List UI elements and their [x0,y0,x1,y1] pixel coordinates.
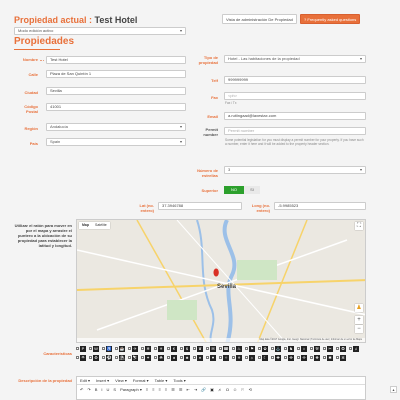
pais-select[interactable] [46,138,186,146]
zoom-in-icon[interactable]: + [355,316,363,324]
editor-menu-item[interactable]: Insert ▾ [96,378,110,383]
characteristic-item[interactable] [258,354,268,361]
editor-tool-button[interactable]: ♬ [217,386,222,392]
lat-field[interactable]: 37.3946788 [158,202,242,210]
estrellas-value: 3 [228,167,231,172]
characteristic-checkbox[interactable] [102,356,105,359]
email-label: Email [207,114,218,119]
caracteristicas-label: Características [43,351,72,356]
editor-tool-button[interactable]: I [101,386,103,392]
characteristic-checkbox[interactable] [310,347,313,350]
pais-label: País [29,141,38,146]
lat-label: Lat (no. entero) [139,203,154,213]
characteristic-checkbox[interactable] [297,356,300,359]
tel-field[interactable]: 999999999 [224,76,366,84]
editor-menu-item[interactable]: Table ▾ [154,378,168,383]
characteristic-icon: ☕ [119,345,125,351]
characteristic-item[interactable] [323,345,333,352]
map-type-tabs [79,222,110,229]
characteristic-item[interactable] [115,345,125,352]
characteristic-checkbox[interactable] [245,356,248,359]
editor-tool-button[interactable]: ⟲ [248,386,252,392]
characteristic-item[interactable] [115,354,125,361]
editor-tool-button[interactable]: B [94,386,98,392]
characteristic-checkbox[interactable] [232,356,235,359]
location-map[interactable] [76,219,366,343]
postal-field[interactable]: 41001 [46,103,186,111]
characteristic-icon: ⚓ [275,345,281,351]
characteristics-grid [76,345,366,363]
characteristic-item[interactable] [310,345,320,352]
characteristic-item[interactable] [219,354,229,361]
characteristic-icon: P [81,345,85,351]
characteristic-item[interactable] [297,345,307,352]
ciudad-label: Ciudad [24,90,38,95]
characteristic-item[interactable] [141,354,151,361]
characteristic-icon: ✜ [289,354,293,360]
chevron-down-icon: ▾ [179,124,182,129]
characteristic-checkbox[interactable] [76,347,79,350]
characteristic-item[interactable] [245,345,255,352]
characteristic-item[interactable] [349,345,359,352]
characteristic-checkbox[interactable] [115,347,118,350]
editor-tool-button[interactable]: ⚐ [241,386,245,392]
chevron-down-icon: ▾ [359,167,362,172]
characteristic-icon: ⚜ [237,354,241,360]
chevron-down-icon: ▾ [359,56,362,61]
characteristic-icon: ♨ [237,345,241,351]
descripcion-label: Descripción de la propiedad [18,378,72,383]
editor-tool-button[interactable]: ☰ [178,386,183,392]
characteristic-item[interactable] [297,354,307,361]
calle-label: Calle [28,72,38,77]
characteristic-item[interactable] [310,354,320,361]
editor-tool-button[interactable]: ▣ [210,386,214,392]
characteristic-item[interactable] [336,345,346,352]
pegman-icon[interactable]: ♟ [356,305,362,311]
characteristic-checkbox[interactable] [336,356,339,359]
faq-button[interactable] [300,14,360,24]
characteristic-checkbox[interactable] [258,347,261,350]
characteristic-icon: ⚽ [106,354,112,360]
scroll-top-icon[interactable]: ▴ [390,386,397,393]
characteristic-item[interactable] [102,345,112,352]
editor-tool-button[interactable]: U [106,386,110,392]
characteristic-checkbox[interactable] [102,347,105,350]
tipo-value: Hotel - Las habitaciones de la propiedad [228,56,300,61]
characteristic-checkbox[interactable] [323,347,326,350]
characteristic-icon: ☂ [81,354,85,360]
editor-tool-button[interactable]: ⇤ [186,386,190,392]
faq-label: Frequently asked questions [307,17,357,22]
characteristic-item[interactable] [89,354,99,361]
page-title-prefix: Propiedad actual : [14,15,95,25]
characteristic-item[interactable] [76,354,86,361]
characteristic-item[interactable] [141,345,151,352]
characteristic-item[interactable] [336,354,346,361]
permit-hint: Some potential legislation for you must display a permit number for your property. If you have such a number, enter it here and it will be added to the property header section. [225,138,364,146]
characteristic-icon: ❄ [146,345,150,351]
tel-label: Telf [211,78,218,83]
editor-tool-button[interactable]: ☺ [232,386,238,392]
characteristic-checkbox[interactable] [167,356,170,359]
characteristic-checkbox[interactable] [284,356,287,359]
characteristic-checkbox[interactable] [193,356,196,359]
characteristic-icon: ✂ [328,345,332,351]
editor-menu-item[interactable]: Tools ▾ [173,378,186,383]
characteristic-checkbox[interactable] [89,356,92,359]
editor-tool-button[interactable]: ↷ [87,386,91,392]
characteristic-item[interactable] [206,354,216,361]
editor-tool-button[interactable]: ≡ [164,386,168,392]
characteristic-icon: ⛷ [132,354,138,360]
mode-select-value: Modo edición activo [18,28,54,33]
fax-field[interactable]: <ph> [224,92,366,100]
characteristic-icon: € [172,345,176,351]
characteristic-item[interactable] [89,345,99,352]
characteristic-icon: ✈ [133,345,137,351]
characteristic-checkbox[interactable] [245,347,248,350]
characteristic-item[interactable] [206,345,216,352]
superior-toggle[interactable] [224,186,260,194]
editor-menubar [77,377,365,385]
characteristic-icon: ⌂ [302,345,306,351]
tipo-label: Tipo de propiedad [198,55,218,65]
admin-view-button[interactable]: Vista de administración De Propiedad [222,14,297,24]
nombre-field[interactable]: Test Hotel [46,56,186,64]
email-field[interactable]: a.rutiingaad@laxestax.com [224,112,366,120]
characteristic-icon: ☎ [223,345,229,351]
characteristic-checkbox[interactable] [76,356,79,359]
characteristic-icon: ⛱ [119,354,125,360]
characteristic-checkbox[interactable] [219,347,222,350]
dots [40,60,44,61]
tab-satellite[interactable]: Satélite [95,223,107,227]
estrellas-select[interactable] [224,166,366,174]
characteristic-checkbox[interactable] [349,347,352,350]
characteristic-icon: ✢ [302,354,306,360]
description-editor[interactable] [76,376,366,400]
region-select[interactable] [46,123,186,131]
characteristic-icon: ✉ [211,345,215,351]
fax-label: Fax [211,95,218,100]
pais-value: Spain [50,139,61,144]
characteristic-checkbox[interactable] [180,347,183,350]
characteristic-item[interactable] [219,345,229,352]
characteristic-checkbox[interactable] [297,347,300,350]
characteristic-item[interactable] [128,345,138,352]
characteristic-icon: ⚑ [250,345,254,351]
characteristic-item[interactable] [232,345,242,352]
characteristic-icon: ♥ [211,354,215,360]
characteristic-icon: ✿ [263,345,267,351]
characteristic-checkbox[interactable] [310,356,313,359]
characteristic-item[interactable] [258,345,268,352]
characteristic-checkbox[interactable] [193,347,196,350]
region-value: Andalucía [50,124,68,129]
editor-tool-button[interactable]: ≡ [158,386,161,392]
section-title: Propiedades [14,36,75,47]
characteristic-item[interactable] [284,354,294,361]
editor-toolbar [77,385,365,393]
characteristic-icon: ♞ [289,345,293,351]
editor-tool-button[interactable]: S [113,386,117,392]
postal-label: Código Postal [24,104,38,114]
ciudad-field[interactable]: Sevilla [46,87,186,95]
tipo-select[interactable] [224,55,366,63]
characteristic-icon: ☘ [159,354,163,360]
characteristic-checkbox[interactable] [219,356,222,359]
editor-tool-button[interactable]: ≡ [152,386,155,392]
characteristic-icon: ⚒ [315,345,319,351]
editor-menu-item[interactable]: View ▾ [115,378,127,383]
characteristic-icon: ☾ [263,354,267,360]
characteristic-checkbox[interactable] [336,347,339,350]
mode-select[interactable] [14,27,186,35]
characteristic-icon: ☀ [159,345,163,351]
characteristic-item[interactable] [154,354,164,361]
question-icon: ? [304,17,307,22]
superior-label: Superior [201,188,218,193]
long-label: Long (no. entero) [251,203,270,213]
fax-hint: Fax / Tx [225,101,237,105]
editor-tool-button[interactable]: Ω [225,386,229,392]
characteristic-checkbox[interactable] [128,356,131,359]
characteristic-item[interactable] [154,345,164,352]
characteristic-icon: ✪ [341,345,345,351]
characteristic-item[interactable] [232,354,242,361]
characteristic-icon: ♿ [106,345,112,351]
characteristic-icon: $ [185,345,189,351]
characteristic-checkbox[interactable] [284,347,287,350]
characteristic-checkbox[interactable] [154,347,157,350]
superior-toggle-no[interactable]: NO [224,186,244,194]
characteristic-icon: ✚ [276,354,280,360]
characteristic-checkbox[interactable] [115,356,118,359]
fullscreen-icon[interactable]: ⛶ [356,223,362,229]
property-name: Test Hotel [94,15,138,25]
page-title [14,15,137,25]
editor-tool-button[interactable]: ☰ [171,386,175,392]
characteristic-icon: ♦ [198,354,202,360]
characteristic-icon: ♠ [172,354,176,360]
characteristic-icon: W [94,345,98,351]
characteristic-checkbox[interactable] [271,347,274,350]
location-pin-icon[interactable]: ⬮ [213,268,220,279]
tab-map[interactable]: Map [82,223,89,227]
map-canvas [77,220,366,343]
characteristic-item[interactable] [167,345,177,352]
characteristic-checkbox[interactable] [154,356,157,359]
characteristic-checkbox[interactable] [258,356,261,359]
characteristic-checkbox[interactable] [89,347,92,350]
permit-field[interactable]: Permit number [224,127,366,135]
characteristic-checkbox[interactable] [323,356,326,359]
characteristic-item[interactable] [76,345,86,352]
characteristic-checkbox[interactable] [180,356,183,359]
characteristic-item[interactable] [180,345,190,352]
map-help-text: Utilizar el ratón para mover en por el mapa y arrastre el puntero a la ubicación de su propiedad para establecer la latitud y longitud. [14,223,72,248]
characteristic-checkbox[interactable] [141,356,144,359]
characteristic-item[interactable] [128,354,138,361]
characteristic-checkbox[interactable] [206,347,209,350]
characteristic-icon: ♣ [185,354,189,360]
characteristic-item[interactable] [245,354,255,361]
characteristic-checkbox[interactable] [206,356,209,359]
characteristic-icon: ❖ [315,354,319,360]
characteristic-icon: ✦ [146,354,150,360]
chevron-down-icon: ▾ [179,28,182,33]
superior-toggle-si[interactable]: SI [244,186,260,194]
characteristic-item[interactable] [193,345,203,352]
nombre-label: Nombre [22,57,38,62]
characteristic-icon: ✱ [328,354,332,360]
characteristic-icon: ♫ [354,345,358,351]
editor-tool-button[interactable]: Paragraph ▾ [120,386,142,392]
region-label: Región [24,126,38,131]
map-footer: Map data ©2017 Google, Inst. Geogr. Nacional | Términos de uso | Informar de un error de Maps [77,338,365,342]
characteristic-icon: ♻ [94,354,98,360]
map-city-label: Sevilla [217,284,237,290]
characteristic-checkbox[interactable] [232,347,235,350]
characteristic-item[interactable] [271,345,281,352]
characteristic-item[interactable] [102,354,112,361]
editor-tool-button[interactable]: ≡ [145,386,149,392]
editor-menu-item[interactable]: Format ▾ [132,378,149,383]
editor-tool-button[interactable]: 🔗 [201,386,207,392]
characteristic-checkbox[interactable] [167,347,170,350]
characteristic-checkbox[interactable] [141,347,144,350]
characteristic-icon: ✧ [224,354,228,360]
calle-field[interactable]: Plaza de San Quintín 1 [46,70,186,78]
editor-tool-button[interactable]: ⇥ [193,386,198,392]
permit-label: Permit number [203,127,218,137]
characteristic-checkbox[interactable] [128,347,131,350]
characteristic-checkbox[interactable] [271,356,274,359]
characteristic-icon: ✲ [341,354,345,360]
characteristic-item[interactable] [323,354,333,361]
characteristic-item[interactable] [284,345,294,352]
characteristic-icon: ♛ [198,345,202,351]
editor-menu-item[interactable]: Edit ▾ [80,378,91,383]
characteristic-item[interactable] [180,354,190,361]
characteristic-icon: ☼ [250,354,254,360]
section-underline [14,49,60,50]
characteristic-item[interactable] [271,354,281,361]
characteristic-item[interactable] [193,354,203,361]
zoom-out-icon[interactable]: − [355,325,363,333]
estrellas-label: Número de estrellas [197,168,218,178]
chevron-down-icon: ▾ [179,139,182,144]
editor-tool-button[interactable]: ↶ [80,386,84,392]
long-field[interactable]: -5.9985523 [274,202,366,210]
characteristic-item[interactable] [167,354,177,361]
